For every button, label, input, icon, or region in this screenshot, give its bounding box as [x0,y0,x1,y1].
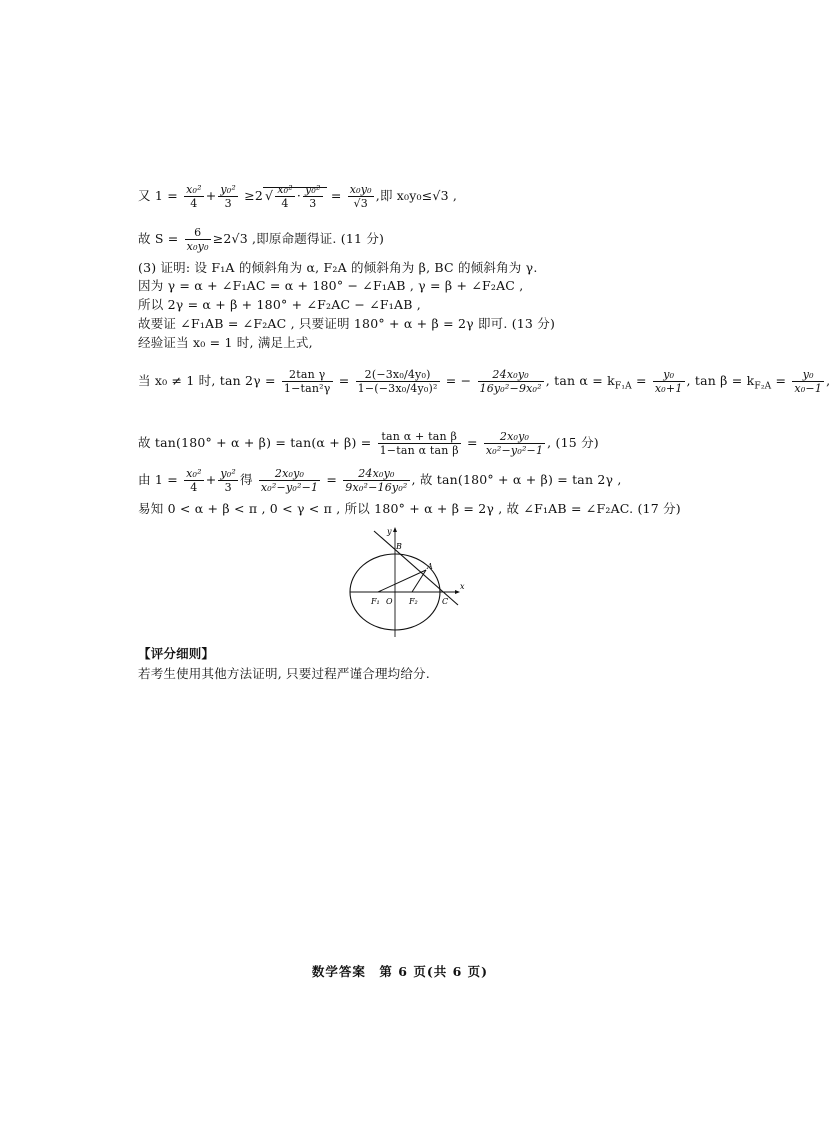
label-b: B [396,542,402,551]
frac-num: x₀² [186,183,202,196]
l10-plus: + [205,472,217,487]
frac-num: x₀² [186,467,202,480]
page-footer: 数学答案 第 6 页(共 6 页) [311,964,489,979]
fraction-tan2g-a [282,368,333,395]
text-line-6: 故要证 ∠F₁AB = ∠F₂AC , 只要证明 180° + α + β = 2γ 即可. (13 分) [138,316,556,331]
fraction-6-over-x0y0 [185,226,211,253]
text-line-5: 所以 2γ = α + β + 180° + ∠F₂AC − ∠F₁AB , [138,297,421,312]
label-a: A [427,562,433,571]
frac-num: x₀y₀ [349,183,372,196]
text-line-9 [138,430,599,457]
frac-num: 2x₀y₀ [484,430,545,444]
l1-tail: ,即 x₀y₀≤√3 , [375,188,458,203]
l8-eq: = [338,373,350,388]
l2-tail: ≥2√3 ,即原命题得证. (11 分) [212,231,385,246]
frac-num: y₀² [220,467,237,480]
frac-den: 4 [190,481,198,494]
frac-den: 1−tan α tan β [379,444,459,457]
l8-eq4: = [775,373,787,388]
frac-num: y₀ [792,368,824,382]
l9-eq: = [467,435,478,450]
rubric-body: 若考生使用其他方法证明, 只要过程严谨合理均给分. [138,666,430,681]
label-x: x [460,582,465,591]
l8-tana: , tan α = k [545,373,615,388]
frac-den: 3 [224,197,232,210]
text-line-3: (3) 证明: 设 F₁A 的倾斜角为 α, F₂A 的倾斜角为 β, BC 的倾斜角为 γ. [138,260,538,275]
fraction-l10-a [259,467,320,494]
tangent-line-bc [374,531,458,605]
ellipse-figure [330,525,480,640]
sqrt-expression: √ $\frac{\text{x₀²}}{4}$ · $\frac{\text{y₀²}}{3}$ [263,187,327,203]
frac-num: 6 [185,226,211,240]
l10-prefix: 由 1 = [138,472,178,487]
frac-den: 9x₀²−16y₀² [345,481,408,494]
dot: · [296,188,302,203]
frac-num: 2(−3x₀/4y₀) [356,368,440,382]
fraction-2x0y0 [484,430,545,457]
frac-den: x₀−1 [794,382,823,395]
frac-num: x₀² [277,183,293,196]
frac-den: x₀²−y₀²−1 [485,444,544,457]
frac-num: 24x₀y₀ [478,368,544,382]
frac-den: x₀²−y₀²−1 [260,481,319,494]
l9-tail: , (15 分) [547,435,599,450]
l1-mid: ≥2 [244,188,264,203]
frac-den: 3 [309,197,317,210]
text-line-4: 因为 γ = α + ∠F₁AC = α + 180° − ∠F₁AB , γ = β + ∠F₂AC , [138,278,524,293]
frac-num: tan α + tan β [378,430,461,444]
fraction-l10-b [343,467,409,494]
l8-tana-sub: F₁A [614,381,632,392]
text-line-11: 易知 0 < α + β < π , 0 < γ < π , 所以 180° + α + β = 2γ , 故 ∠F₁AB = ∠F₂AC. (17 分) [138,501,681,516]
rubric-title: 【评分细则】 [138,646,215,661]
l9-prefix: 故 tan(180° + α + β) = tan(α + β) = [138,435,372,450]
frac-den: √3 [353,197,368,210]
fraction-tan2g-c [478,368,544,395]
fraction-tana [653,368,685,395]
frac-num: 24x₀y₀ [343,467,409,481]
label-y: y [387,527,392,536]
fraction-inner-b [303,183,323,210]
frac-den: 1−(−3x₀/4y₀)² [357,382,438,395]
text-line-1: 又 1 = $\frac{\text{x₀²}}{4}$ + $\frac{\text{y₀²}}{3}$ ≥2 √ $\frac{\text{x₀²}}{4}$ · $\frac{\text{y₀²}}{3}$ = $\frac{\text{x₀y₀}}{√3}$ ,即 x₀y₀≤√3 , [138,183,458,210]
l10-tail: , 故 tan(180° + α + β) = tan 2γ , [411,472,622,487]
l1-prefix: 又 1 = [138,188,178,203]
frac-den: 4 [190,197,198,210]
fraction-tanb [792,368,824,395]
frac-den: x₀+1 [654,382,683,395]
fraction-tan-sum [378,430,461,457]
y-axis-arrow [393,527,397,532]
l2-prefix: 故 S = [138,231,179,246]
fraction-y0sq-over-3 [218,183,238,210]
frac-den: 1−tan²γ [283,382,331,395]
fraction-x0y0-over-sqrt3 [348,183,374,210]
frac-den: x₀y₀ [186,240,209,253]
fraction-inner-a [275,183,295,210]
frac-num: 2tan γ [282,368,333,382]
l10-de: 得 [240,472,253,487]
fraction-tan2g-b [356,368,440,395]
l10-eq: = [326,472,338,487]
l8-eq2: = − [445,373,472,388]
l8-tanb: , tan β = k [686,373,755,388]
frac-num: y₀² [305,183,321,196]
frac-num: y₀ [653,368,685,382]
text-line-7: 经验证当 x₀ = 1 时, 满足上式, [138,335,313,350]
l8-eq3: = [636,373,647,388]
l1-eq: = [330,188,342,203]
frac-num: y₀² [220,183,237,196]
label-f2: F₂ [409,597,418,606]
frac-num: 2x₀y₀ [259,467,320,481]
text-line-8 [138,368,830,396]
text-line-10 [138,467,622,494]
fraction-x0sq-over-4 [184,183,204,210]
frac-den: 16y₀²−9x₀² [479,382,542,395]
text-line-2 [138,226,384,253]
label-c: C [442,597,449,606]
frac-den: 4 [281,197,289,210]
fraction-x0sq-over-4-b [184,467,204,494]
l8-end: , [826,373,830,388]
l8-tanb-sub: F₂A [754,381,772,392]
label-o: O [386,597,393,606]
label-f1: F₁ [371,597,380,606]
l8-prefix: 当 x₀ ≠ 1 时, tan 2γ = [138,373,276,388]
frac-den: 3 [224,481,232,494]
fraction-y0sq-over-3-b [218,467,238,494]
